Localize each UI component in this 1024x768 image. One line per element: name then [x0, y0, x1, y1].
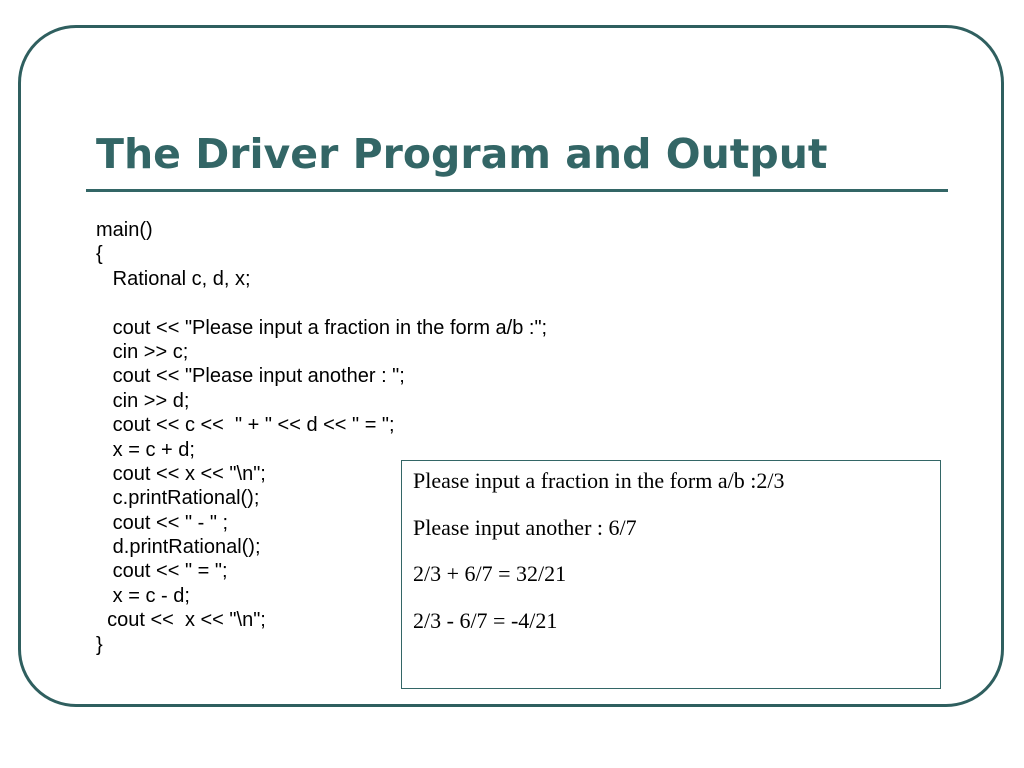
code-line: }	[96, 633, 103, 656]
program-output-box	[401, 460, 941, 689]
slide-title: The Driver Program and Output	[96, 130, 828, 178]
code-line: d.printRational();	[96, 536, 261, 559]
code-line: cout << " - " ;	[96, 511, 229, 534]
code-line	[96, 291, 547, 315]
code-line: {	[96, 243, 103, 266]
output-line: 2/3 + 6/7 = 32/21	[413, 561, 567, 586]
code-line: cout << x << "\n";	[96, 609, 266, 632]
code-line: main()	[96, 219, 153, 241]
code-line: cout << " = ";	[96, 560, 228, 583]
output-line: 2/3 - 6/7 = -4/21	[413, 607, 558, 633]
output-line: Please input another : 6/7	[413, 514, 637, 540]
code-line: x = c + d;	[96, 438, 195, 461]
code-line: cin >> c;	[96, 340, 189, 363]
code-line: cin >> d;	[96, 389, 190, 412]
code-line: Rational c, d, x;	[96, 267, 251, 290]
code-line: c.printRational();	[96, 487, 260, 510]
code-line: x = c - d;	[96, 584, 190, 607]
output-line: Please input a fraction in the form a/b :2/3	[413, 468, 785, 493]
code-line: cout << "Please input a fraction in the form a/b :";	[96, 316, 548, 339]
code-line: cout << x << "\n";	[96, 462, 266, 485]
code-line: cout << c << " + " << d << " = ";	[96, 414, 395, 437]
code-line: cout << "Please input another : ";	[96, 365, 405, 388]
title-underline	[86, 189, 948, 192]
